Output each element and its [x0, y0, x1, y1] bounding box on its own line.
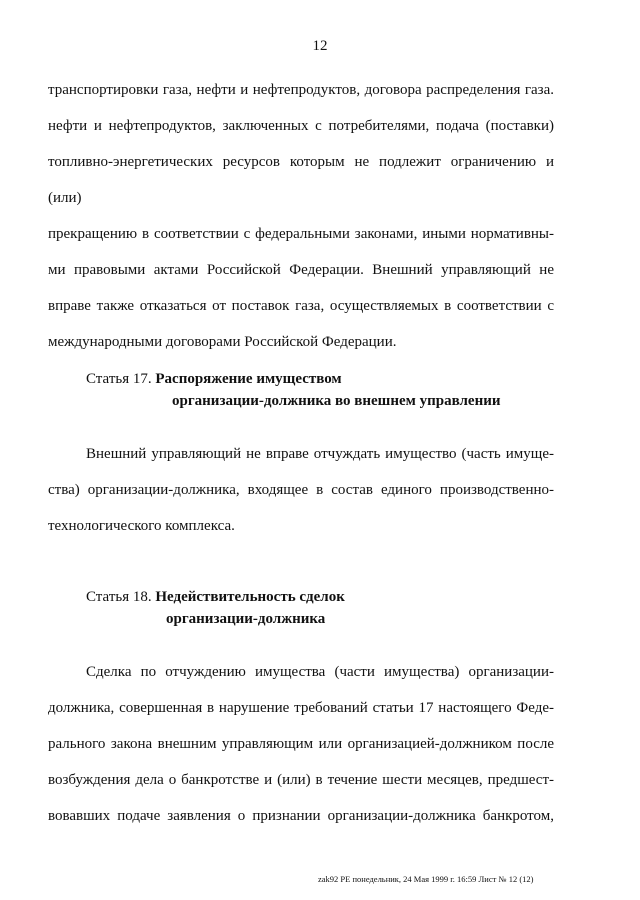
page-number: 12: [312, 38, 328, 54]
text-line: возбуждения дела о банкротстве и (или) в течение шести месяцев, предшест-: [48, 772, 554, 788]
text-line: международными договорами Российской Федерации.: [48, 334, 397, 350]
article-17-number: Статья 17.: [86, 371, 152, 387]
text-line: рального закона внешним управляющим или организацией-должником после: [48, 736, 554, 752]
text-line: нефти и нефтепродуктов, заключенных с потребителями, подача (поставки): [48, 118, 554, 134]
text-line: Внешний управляющий не вправе отчуждать имущество (часть имуще-: [86, 446, 554, 462]
text-line: транспортировки газа, нефти и нефтепродуктов, договора распределения газа.: [48, 82, 554, 98]
paragraph-continuation: [48, 72, 554, 360]
text-line: топливно-энергетических ресурсов которым не подлежит ограничению и (или): [48, 154, 554, 206]
article-18-title-cont: организации-должника: [166, 611, 326, 627]
article-18-text: [48, 654, 554, 834]
article-17-text: [48, 436, 554, 544]
document-footer: zak92 PE понедельник, 24 Мая 1999 г. 16:59 Лист № 12 (12): [318, 874, 534, 884]
article-17-title-cont: организации-должника во внешнем управлении: [172, 393, 501, 409]
article-18-number: Статья 18.: [86, 589, 152, 605]
text-line: Сделка по отчуждению имущества (части имущества) организации-: [86, 664, 554, 680]
text-line: прекращению в соответствии с федеральными законами, иными нормативны-: [48, 226, 554, 242]
text-line: вовавших подаче заявления о признании организации-должника банкротом,: [48, 808, 554, 824]
text-line: должника, совершенная в нарушение требований статьи 17 настоящего Феде-: [48, 700, 554, 716]
text-line: технологического комплекса.: [48, 518, 235, 534]
text-line: ства) организации-должника, входящее в состав единого производственно-: [48, 482, 554, 498]
article-18-heading: [86, 586, 586, 630]
article-17-title: Распоряжение имуществом: [155, 371, 342, 387]
text-line: ми правовыми актами Российской Федерации. Внешний управляющий не: [48, 262, 554, 278]
article-18-title: Недействительность сделок: [155, 589, 345, 605]
text-line: вправе также отказаться от поставок газа, осуществляемых в соответствии с: [48, 298, 554, 314]
article-17-heading: [86, 368, 586, 412]
